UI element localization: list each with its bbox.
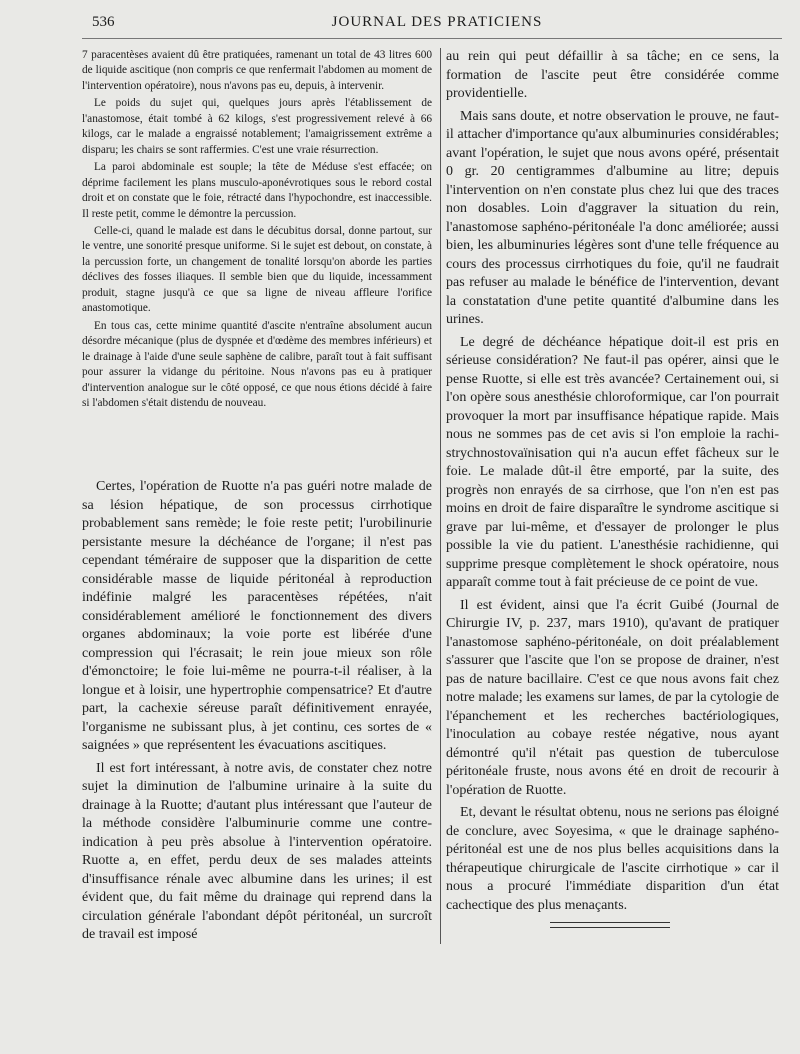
end-of-article-rule <box>550 922 670 928</box>
body-paragraph: Et, devant le résultat obtenu, nous ne serions pas éloigné de conclure, avec Soyesima, « que le drainage saphéno-péritonéal est une de nos plus belles acquisitions dans la thérapeutique chirurgicale de l'ascite cirrhotique » car il nous a procuré l'immédiate disparition d'un état cachectique des plus menaçants. <box>446 805 779 913</box>
header-rule <box>82 38 782 39</box>
body-paragraph: Mais sans doute, et notre observation le prouve, ne faut-il attacher d'importance qu'aux albuminuries considérables; avant l'opération, le sujet que nous avons opéré, présentait 0 gr. 20 centigrammes d'albumine au litre; depuis l'intervention on n'en constate plus chez lui que des traces non dosables. Loin d'aggraver la situation du rein, l'anastomose saphéno-péritonéale l'a donc améliorée; aussi bien, les albuminuries légères sont d'une telle fréquence au cours des processus cirrhotiques du foie, qu'il ne faudrait pas refuser au malade le bénéfice de l'intervention, devant la constatation d'une petite quantité d'albumine dans les urines. <box>446 108 779 327</box>
small-paragraph: Le poids du sujet qui, quelques jours après l'établissement de l'anastomose, était tombé à 62 kilogs, s'est progressivement relevé à 66 kilogs, car le malade a engraissé notablement; l'amaigrissement extrême a disparu; les chairs se sont raffermies. C'est une vraie résurrection. <box>82 97 432 156</box>
small-paragraph: 7 paracentèses avaient dû être pratiquées, ramenant un total de 43 litres 600 de liquide ascitique (non compris ce que renfermait l'abdomen au moment de l'intervention opératoire), nous n'avons pas eu, depuis, à intervenir. <box>82 49 432 92</box>
body-paragraph: Le degré de déchéance hépatique doit-il est pris en sérieuse considération? Ne faut-il pas opérer, ainsi que le pense Ruotte, si elle est très avancée? Certainement oui, si l'on opère sous anesthésie chloroformique, car l'on pourrait provoquer la mort par insuffisance hépatique rapide. Mais nous ne sommes pas de cet avis si l'on emploie la rachi-strychnostovaïnisation qui n'a aucun effet fâcheux sur le foie. Le malade dût-il être emporté, par la suite, des progrès non enrayés de sa cirrhose, que l'on n'en est pas moins en droit de faire disparaître le syndrome ascitique si grave par lui-même, et d'essayer de prolonger le plus possible la vie du patient. L'anesthésie rachidienne, qui supprime presque complètement le shock opératoire, nous apparaît comme tout à fait précieuse de ce point de vue. <box>446 334 779 590</box>
running-title: JOURNAL DES PRATICIENS <box>331 14 543 30</box>
small-paragraph: En tous cas, cette minime quantité d'ascite n'entraîne absolument aucun désordre mécanique (plus de dyspnée et d'œdème des membres inférieurs) et le drainage à l'aide d'une seule saphène de calibre, paraît tout à fait suffisant pour assurer la vidange du péritoine. Nous n'avons pas eu à pratiquer d'intervention analogue sur le côté opposé, ce que nous étions décidé à faire si l'abdomen s'était distendu de nouveau. <box>82 319 432 409</box>
body-paragraph: Certes, l'opération de Ruotte n'a pas guéri notre malade de sa lésion hépatique, de son processus cirrhotique probablement sans remède; le foie reste petit; l'urobilinurie persistante mesure la déchéance de l'organe; il n'est pas cependant téméraire de supposer que la disparition de cette considérable masse de liquide péritonéal à reproduction indéfinie malgré les paracentèses répétées, n'ait considérablement amélioré le fonctionnement des divers organes abdominaux; la voie porte est libérée d'une compression qui l'écrasait; le rein joue mieux son rôle d'émonctoire; le foie lui-même ne pourra-t-il réaliser, à la longue et à loisir, une hypertrophie compensatrice? Et d'autre part, la cachexie séreuse paraît définitivement enrayée, l'organisme ne subissant plus, à jet continu, ces sortes de « saignées » que représentent les évacuations ascitiques. <box>82 479 432 753</box>
body-paragraph: Il est fort intéressant, à notre avis, de constater chez notre sujet la diminution de l'albumine urinaire à la suite du drainage à la Ruotte; d'autant plus intéressant que l'auteur de la méthode considère l'albuminurie comme une contre-indication à peu près absolue à l'intervention opératoire. Ruotte a, en effet, perdu deux de ses malades atteints d'insuffisance rénale avec albumine dans les urines; il est évident que, du fait même du drainage qui reprend dans la circulation générale l'abondant dépôt péritonéal, un surcroît de travail est imposé <box>82 760 432 942</box>
page-header <box>92 14 782 38</box>
small-print-block <box>82 48 432 472</box>
left-column <box>82 48 432 949</box>
column-divider <box>440 48 441 944</box>
small-paragraph: La paroi abdominale est souple; la tête de Méduse s'est effacée; on déprime facilement les plans musculo-aponévrotiques sous le rebord costal droit et on constate que le foie, rétracté dans l'hypochondre, est inaccessible. Il reste petit, comme le démontre la percussion. <box>82 161 432 220</box>
body-text-block <box>82 478 432 945</box>
small-paragraph: Celle-ci, quand le malade est dans le décubitus dorsal, donne partout, sur le ventre, une sonorité presque uniforme. Si le sujet est debout, on constate, à la percussion forte, un changement de tonalité lorsqu'on aborde les parties déclives des fosses iliaques. Il semble bien que du liquide, incessamment produit, stagne jusqu'à ce que sa ligne de niveau affleure l'orifice anastomotique. <box>82 224 432 315</box>
page-number: 536 <box>92 14 115 30</box>
right-column <box>446 48 779 919</box>
body-paragraph: au rein qui peut défaillir à sa tâche; en ce sens, la formation de l'ascite peut être considérée comme providentielle. <box>446 49 779 101</box>
body-paragraph: Il est évident, ainsi que l'a écrit Guibé (Journal de Chirurgie IV, p. 237, mars 1910), qu'avant de pratiquer l'anastomose saphéno-péritonéale, on doit préalablement s'assurer que l'ascite que l'on se propose de drainer, n'est pas de nature bacillaire. C'est ce que nous avons fait chez notre malade; les examens sur lames, de par la cytologie de l'épanchement et les recherches bactériologiques, l'inoculation au cobaye restée négative, nous ayant démontré qu'il n'était pas question de tuberculose péritonéale fruste, nous avons été en droit de recourir à l'opération de Ruotte. <box>446 597 779 798</box>
